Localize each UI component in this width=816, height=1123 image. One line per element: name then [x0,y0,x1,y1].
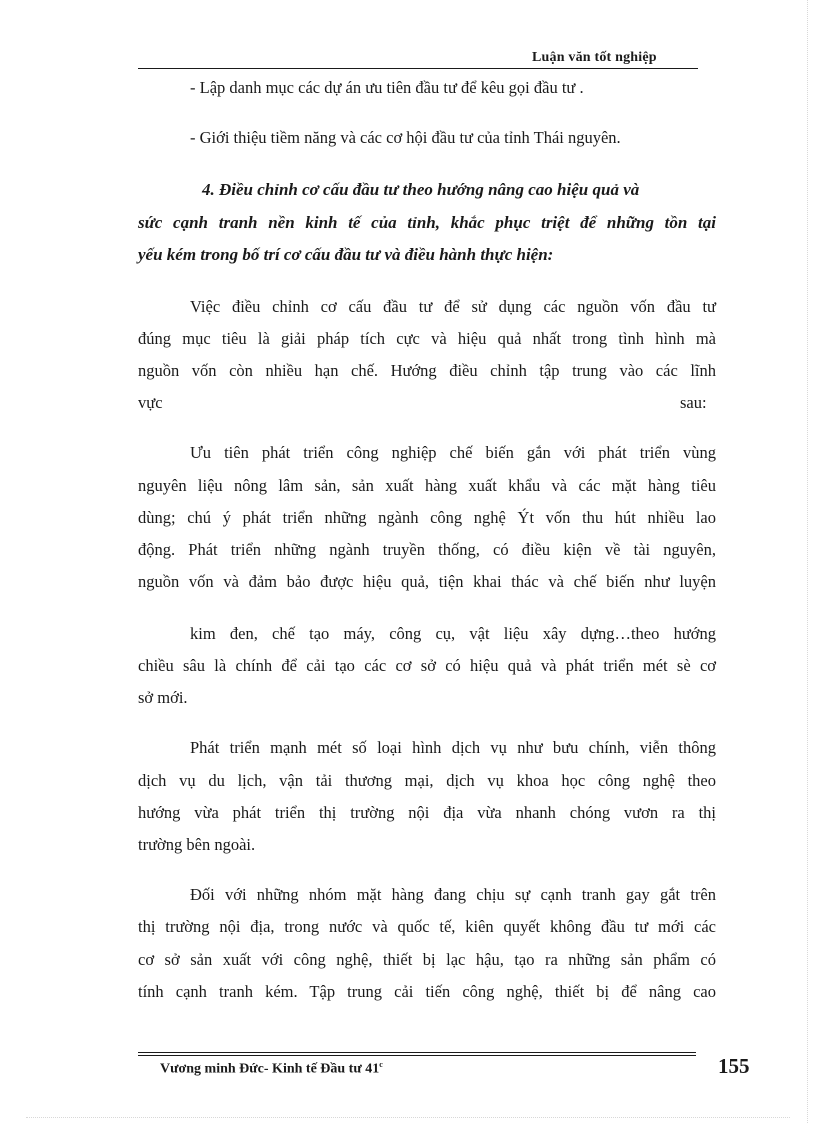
paragraph-line: Việc điều chỉnh cơ cấu đầu tư để sử dụng các nguồn vốn đầu tư [190,297,716,316]
footer-author-superscript: c [379,1060,383,1069]
paragraph-line: hướng vừa phát triển thị trường nội địa vừa nhanh chóng vươn ra thị [138,803,716,822]
section-heading-line: sức cạnh tranh nền kinh tế của tỉnh, khắc phục triệt để những tồn tại [138,213,716,232]
paragraph-line: trường bên ngoài. [138,835,256,854]
bullet-item: - Giới thiệu tiềm năng và các cơ hội đầu tư của tỉnh Thái nguyên. [190,128,621,147]
paragraph-line: kim đen, chế tạo máy, công cụ, vật liệu xây dựng…theo hướng [190,624,716,643]
paragraph-line: Phát triển mạnh mét số loại hình dịch vụ như bưu chính, viễn thông [190,738,716,757]
section-heading-line: yếu kém trong bố trí cơ cấu đầu tư và điều hành thực hiện: [138,245,554,264]
paragraph-line: vực [138,393,163,412]
paragraph-line: chiều sâu là chính để cải tạo các cơ sở có hiệu quả và phát triển mét sè cơ [138,656,716,675]
paragraph-line: dùng; chú ý phát triển những ngành công nghệ Ýt vốn thu hút nhiều lao [138,508,716,527]
page-edge-dotted-border [26,1117,790,1118]
paragraph-line: dịch vụ du lịch, vận tải thương mại, dịch vụ khoa học công nghệ theo [138,771,716,790]
paragraph-line: cơ sở sản xuất với công nghệ, thiết bị lạc hậu, tạo ra những sản phẩm có [138,950,716,969]
bullet-item: - Lập danh mục các dự án ưu tiên đầu tư để kêu gọi đầu tư . [190,78,584,97]
running-header-title: Luận văn tốt nghiệp [532,50,657,65]
page-number: 155 [718,1054,750,1078]
footer-author [160,1060,383,1078]
paragraph-line: thị trường nội địa, trong nước và quốc tế, kiên quyết không đầu tư mới các [138,917,716,936]
footer-author-text: Vương minh Đức- Kinh tế Đầu tư 41 [160,1061,380,1077]
paragraph-line: sở mới. [138,688,188,707]
paragraph-line: tính cạnh tranh kém. Tập trung cải tiến công nghệ, thiết bị để nâng cao [138,982,716,1001]
paragraph-line: đúng mục tiêu là giải pháp tích cực và hiệu quả nhất trong tình hình mà [138,329,716,348]
paragraph-line: Đối với những nhóm mặt hàng đang chịu sự cạnh tranh gay gắt trên [190,885,716,904]
paragraph-line: Ưu tiên phát triển công nghiệp chế biến gắn với phát triển vùng [190,443,716,462]
section-heading-line: 4. Điều chỉnh cơ cấu đầu tư theo hướng nâng cao hiệu quả và [202,180,640,199]
paragraph-line: động. Phát triển những ngành truyền thống, có điều kiện về tài nguyên, [138,540,716,559]
footer-rule [138,1052,696,1053]
paragraph-line: nguyên liệu nông lâm sản, sản xuất hàng xuất khẩu và các mặt hàng tiêu [138,476,716,495]
page-edge-dotted-border [807,0,808,1123]
header-rule [138,68,698,69]
footer-rule [138,1055,696,1056]
paragraph-line: sau: [680,393,707,412]
paragraph-line: nguồn vốn còn nhiều hạn chế. Hướng điều chỉnh tập trung vào các lĩnh [138,361,716,380]
paragraph-line: nguồn vốn và đảm bảo được hiệu quả, tiện khai thác và chế biến như luyện [138,572,716,591]
